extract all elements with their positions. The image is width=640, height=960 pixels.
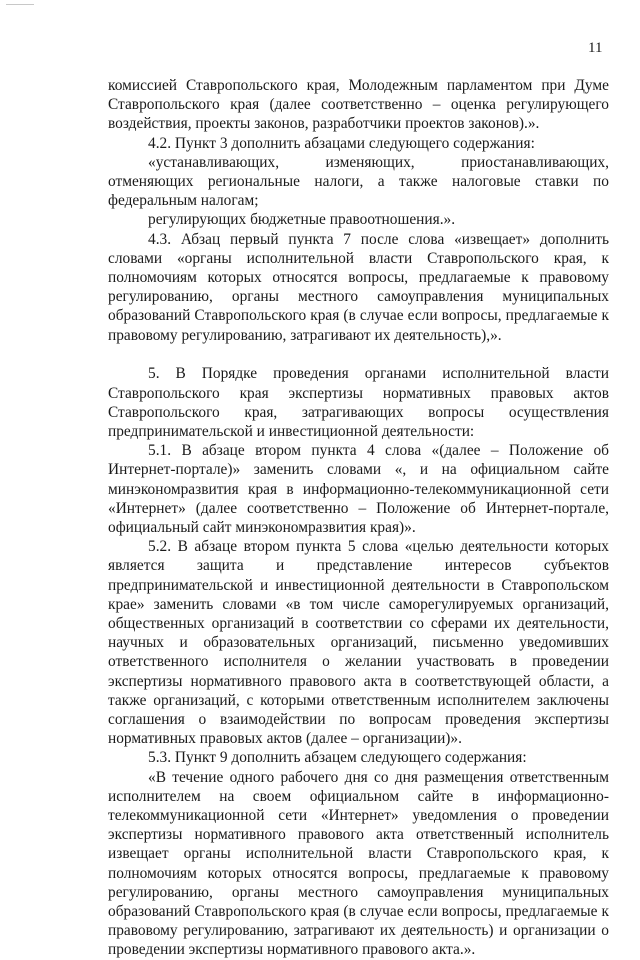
page-number: 11 [588,40,603,56]
paragraph-4-2-text-1: «устанавливающих, изменяющих, приостанавливающих, отменяющих региональные налоги, а также налоговые ставки по федеральным налогам; [108,153,609,210]
paragraph-4-2-text-2: регулирующих бюджетные правоотношения.». [148,211,456,229]
document-body [108,76,609,960]
paragraph-continuation: комиссией Ставропольского края, Молодежным парламентом при Думе Ставропольского края (далее соответственно – оценка регулирующего воздействия, проекты законов, разработчики проектов законов).». [108,77,609,133]
paragraph-5-1: 5.1. В абзаце втором пункта 4 слова «(далее – Положение об Интернет-портале)» заменить словами «, и на официальном сайте минэкономразвития края в информационно-телекоммуникационной сети «Интернет» (далее соответственно – Положение об Интернет-портале, официальный сайт минэкономразвития края)». [108,442,609,536]
paragraph-5: 5. В Порядке проведения органами исполнительной власти Ставропольского края экспертизы нормативных правовых актов Ставропольского края, затрагивающих вопросы осуществления предпринимательской и инвестиционной деятельности: [108,365,609,440]
scan-corner-mark [6,4,34,5]
paragraph-5-3: 5.3. Пункт 9 дополнить абзацем следующего содержания: [148,749,527,767]
paragraph-5-3-text: «В течение одного рабочего дня со дня размещения ответственным исполнителем на своем официальном сайте в информационно-телекоммуникационной сети «Интернет» уведомления о проведении экспертизы нормативного правового акта ответственный исполнитель извещает органы исполнительной власти Ставропольского края, к полномочиям которых относятся вопросы, предлагаемые к правовому регулированию, органы местного самоуправления муниципальных образований Ставропольского края (в случае если вопросы, предлагаемые к правовому регулированию, затрагивают их деятельность) и организации о проведении экспертизы нормативного правового акта.». [108,768,609,959]
paragraph-4-3: 4.3. Абзац первый пункта 7 после слова «извещает» дополнить словами «органы исполнительной власти Ставропольского края, к полномочиям которых относятся вопросы, предлагаемые к правовому регулированию, органы местного самоуправления муниципальных образований Ставропольского края (в случае если вопросы, предлагаемые к правовому регулированию, затрагивают их деятельность),». [108,230,609,344]
paragraph-4-2: 4.2. Пункт 3 дополнить абзацами следующего содержания: [148,134,535,152]
paragraph-5-2: 5.2. В абзаце втором пункта 5 слова «целью деятельности которых является защита и представление интересов субъектов предпринимательской и инвестиционной деятельности в Ставропольском крае» заменить словами «в том числе саморегулируемых организаций, общественных организаций в соответствии со сферами их деятельности, научных и образовательных организаций, письменно уведомивших ответственного исполнителя о желании участвовать в проведении экспертизы нормативного правового акта в соответствующей области, а также организаций, с которыми ответственным исполнителем заключены соглашения о взаимодействии по вопросам проведения экспертизы нормативных правовых актов (далее – организации)». [108,538,609,748]
